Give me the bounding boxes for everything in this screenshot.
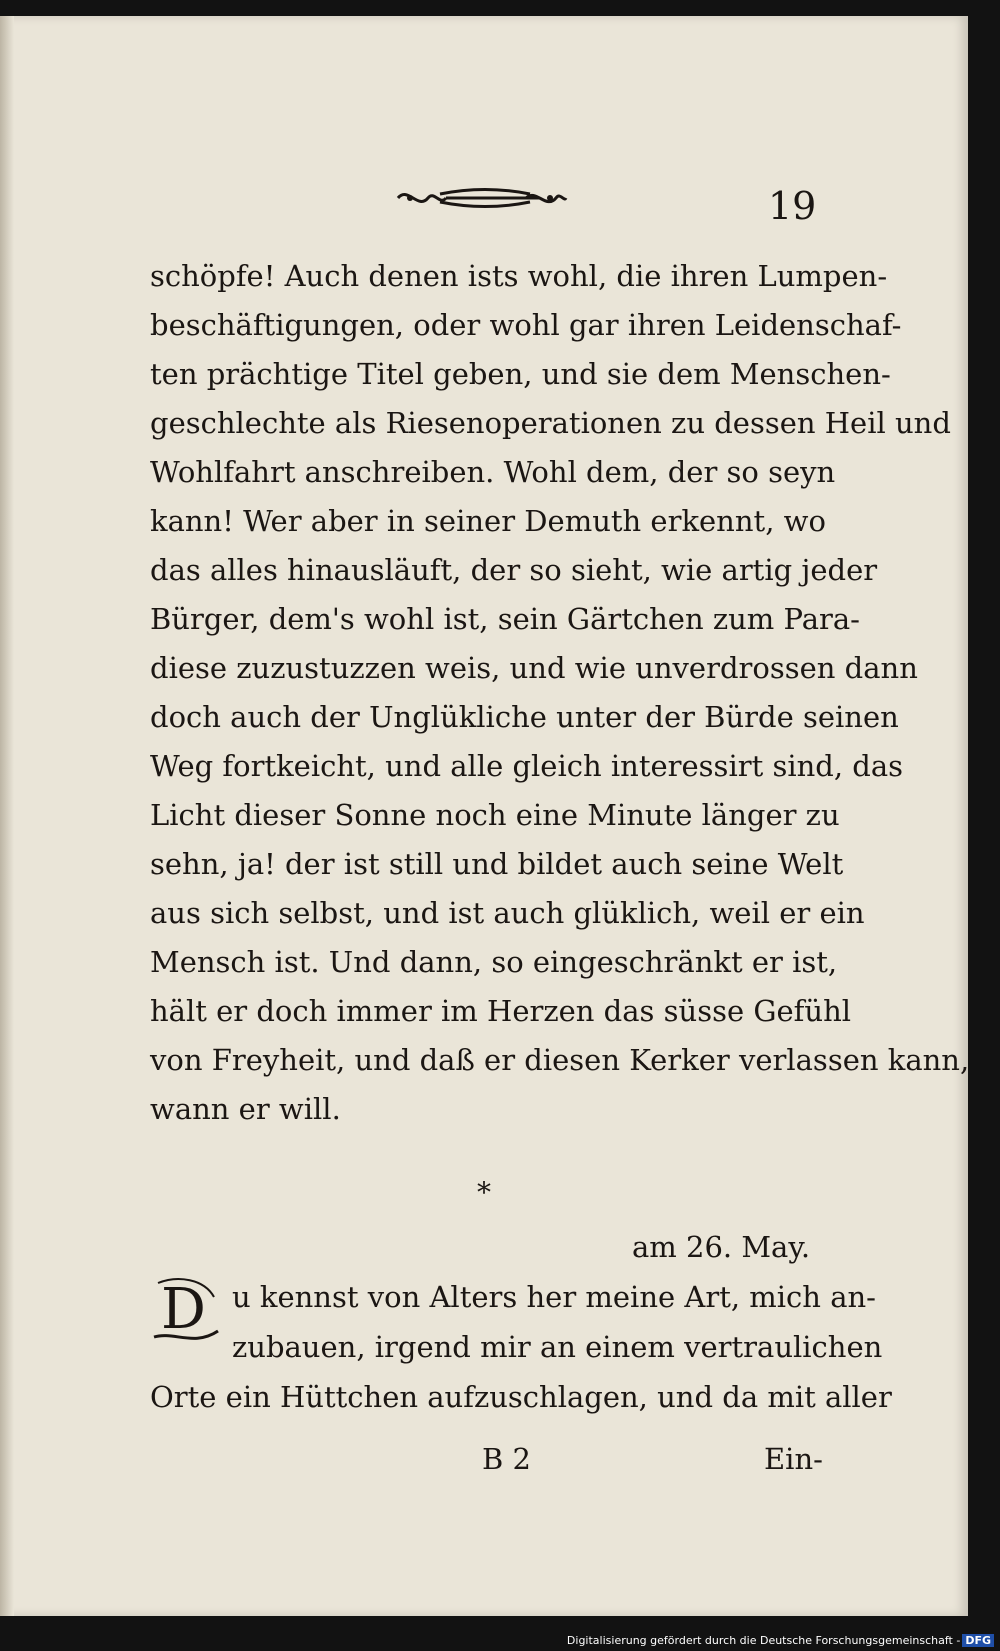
body-text-line: Wohlfahrt anschreiben. Wohl dem, der so seyn: [150, 455, 836, 489]
decorated-initial: [148, 1273, 224, 1349]
letter-text-line: u kennst von Alters her meine Art, mich an-: [232, 1280, 876, 1314]
page-number: 19: [768, 184, 817, 228]
initial-letter: D: [161, 1277, 206, 1342]
credit-text: Digitalisierung gefördert durch die Deutsche Forschungsgemeinschaft -: [566, 1634, 961, 1647]
body-text-line: diese zuzustuzzen weis, und wie unverdrossen dann: [150, 651, 918, 685]
dfg-badge: DFG: [962, 1634, 994, 1647]
body-text-line: von Freyheit, und daß er diesen Kerker verlassen kann,: [150, 1043, 970, 1077]
book-page: [0, 16, 968, 1616]
body-text-line: ten prächtige Titel geben, und sie dem Menschen-: [150, 357, 891, 391]
catchword: Ein-: [764, 1442, 823, 1476]
body-text-line: Mensch ist. Und dann, so eingeschränkt er ist,: [150, 945, 838, 979]
body-text-line: aus sich selbst, und ist auch glüklich, weil er ein: [150, 896, 865, 930]
body-text-line: Bürger, dem's wohl ist, sein Gärtchen zum Para-: [150, 602, 860, 636]
digitization-credit: [567, 1634, 994, 1647]
body-text-line: kann! Wer aber in seiner Demuth erkennt, wo: [150, 504, 826, 538]
body-text-line: schöpfe! Auch denen ists wohl, die ihren Lumpen-: [150, 259, 888, 293]
body-text-line: das alles hinausläuft, der so sieht, wie artig jeder: [150, 553, 878, 587]
body-text-line: beschäftigungen, oder wohl gar ihren Leidenschaf-: [150, 308, 902, 342]
decorative-ornament-icon: [390, 180, 570, 216]
body-text-line: Licht dieser Sonne noch eine Minute länger zu: [150, 798, 840, 832]
body-text-line: hält er doch immer im Herzen das süsse Gefühl: [150, 994, 852, 1028]
signature-mark: B 2: [482, 1442, 531, 1476]
letter-text-line: Orte ein Hüttchen aufzuschlagen, und da mit aller: [150, 1380, 892, 1414]
body-text-line: Weg fortkeicht, und alle gleich interessirt sind, das: [150, 749, 904, 783]
body-text-line: geschlechte als Riesenoperationen zu dessen Heil und: [150, 406, 951, 440]
body-text-line: wann er will.: [150, 1092, 341, 1126]
body-text-line: sehn, ja! der ist still und bildet auch seine Welt: [150, 847, 844, 881]
letter-text-line: zubauen, irgend mir an einem vertraulichen: [232, 1330, 883, 1364]
body-text-line: doch auch der Unglükliche unter der Bürde seinen: [150, 700, 899, 734]
section-separator: *: [477, 1176, 491, 1209]
letter-date: am 26. May.: [632, 1230, 811, 1264]
page-gutter: [0, 16, 14, 1616]
